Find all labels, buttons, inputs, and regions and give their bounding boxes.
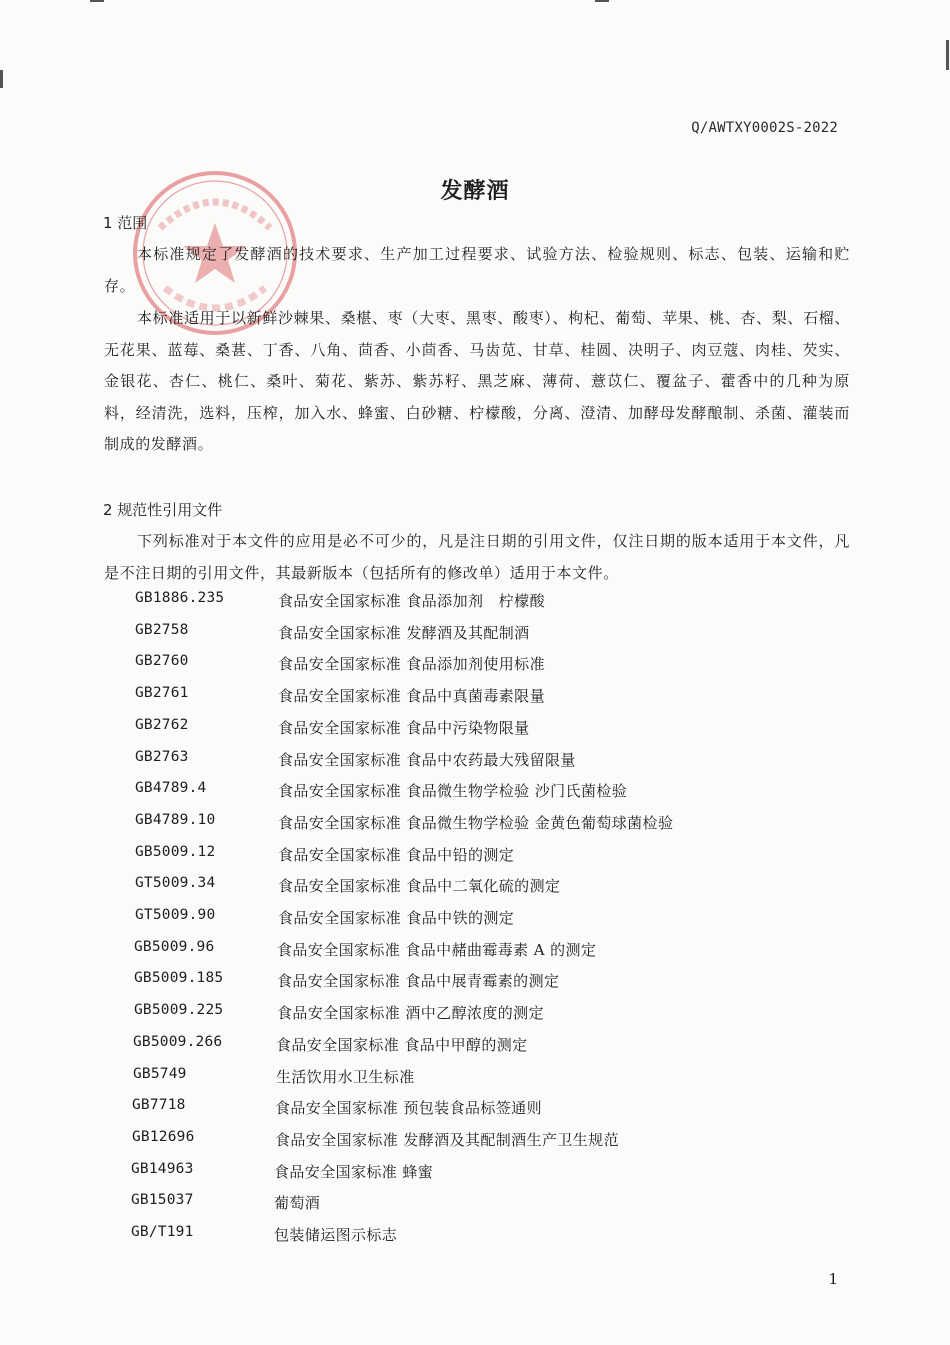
scope-paragraph-2: 本标准适用于以新鲜沙棘果、桑椹、枣（大枣、黑枣、酸枣）、枸杞、葡萄、苹果、桃、杏、梨、石榴、无花果、蓝莓、桑葚、丁香、八角、茴香、小茴香、马齿苋、甘草、桂圆、决明子、肉豆蔻、肉桂、芡实、金银花、杏仁、桃仁、桑叶、菊花、紫苏、紫苏籽、黑芝麻、薄荷、薏苡仁、覆盆子、藿香中的几种为原料，经清洗，选料，压榨，加入水、蜂蜜、白砂糖、柠檬酸，分离、澄清、加酵母发酵酿制、杀菌、灌装而制成的发酵酒。 — [104, 309, 850, 453]
reference-title: 食品安全国家标准 发酵酒及其配制酒生产卫生规范 — [275, 1130, 619, 1149]
scan-edge-mark — [595, 0, 609, 2]
reference-code: GB2758 — [135, 621, 189, 638]
reference-title: 食品安全国家标准 酒中乙醇浓度的测定 — [277, 1004, 544, 1023]
reference-code: GB2760 — [135, 653, 189, 670]
reference-title: 食品安全国家标准 食品中铅的测定 — [278, 845, 515, 864]
reference-code: GB5009.185 — [134, 970, 224, 987]
reference-title: 食品安全国家标准 食品微生物学检验 沙门氏菌检验 — [278, 782, 628, 801]
reference-title: 食品安全国家标准 食品中农药最大残留限量 — [278, 750, 576, 769]
references-intro-paragraph: 下列标准对于本文件的应用是必不可少的，凡是注日期的引用文件，仅注日期的版本适用于本文件，凡是不注日期的引用文件，其最新版本（包括所有的修改单）适用于本文件。 — [104, 532, 850, 582]
reference-title: 食品安全国家标准 蜂蜜 — [274, 1162, 434, 1181]
reference-code: GB2761 — [135, 685, 189, 702]
reference-code: GB15037 — [131, 1192, 194, 1209]
reference-title: 食品安全国家标准 预包装食品标签通则 — [275, 1099, 542, 1118]
reference-code: GT5009.90 — [135, 907, 216, 923]
reference-code: GB5009.266 — [133, 1033, 223, 1050]
scan-edge-mark — [90, 0, 104, 2]
reference-title: 食品安全国家标准 食品中污染物限量 — [278, 718, 530, 737]
reference-title: 食品安全国家标准 食品中铁的测定 — [278, 909, 515, 927]
reference-title: 食品安全国家标准 食品微生物学检验 金黄色葡萄球菌检验 — [278, 813, 674, 832]
reference-title: 食品安全国家标准 食品添加剂 柠檬酸 — [278, 592, 545, 610]
reference-code: GB1886.235 — [135, 590, 225, 606]
scan-edge-mark — [0, 70, 3, 88]
section-heading-scope: 1 范围 — [103, 214, 148, 232]
document-code: Q/AWTXY0002S-2022 — [691, 120, 838, 136]
reference-title: 食品安全国家标准 食品中甲醇的测定 — [276, 1035, 528, 1054]
section-heading-normative-references: 2 规范性引用文件 — [103, 501, 223, 519]
scan-edge-mark — [946, 40, 949, 70]
reference-code: GB/T191 — [131, 1224, 194, 1240]
reference-code: GB5749 — [133, 1065, 187, 1082]
scope-paragraph-1: 本标准规定了发酵酒的技术要求、生产加工过程要求、试验方法、检验规则、标志、包装、运输和贮存。 — [104, 245, 850, 295]
reference-code: GT5009.34 — [135, 875, 216, 892]
reference-title: 食品安全国家标准 食品中二氧化硫的测定 — [278, 877, 561, 896]
reference-title: 食品安全国家标准 食品中赭曲霉毒素 A 的测定 — [277, 940, 597, 959]
reference-code: GB7718 — [132, 1097, 186, 1114]
reference-title: 葡萄酒 — [274, 1194, 321, 1213]
reference-code: GB5009.96 — [134, 938, 215, 955]
reference-code: GB5009.12 — [135, 843, 216, 860]
reference-title: 食品安全国家标准 食品中真菌毒素限量 — [278, 687, 545, 706]
reference-code: GB14963 — [131, 1160, 194, 1177]
page-number: 1 — [828, 1270, 838, 1288]
reference-code: GB4789.10 — [135, 811, 216, 828]
reference-code: GB5009.225 — [134, 1002, 224, 1019]
reference-title: 生活饮用水卫生标准 — [276, 1067, 415, 1086]
document-title: 发酵酒 — [440, 179, 510, 204]
reference-code: GB4789.4 — [135, 780, 207, 797]
reference-title: 食品安全国家标准 食品中展青霉素的测定 — [277, 972, 560, 991]
reference-code: GB2762 — [135, 716, 189, 733]
reference-title: 包装储运图示标志 — [274, 1226, 398, 1244]
reference-code: GB2763 — [135, 748, 189, 765]
reference-code: GB12696 — [132, 1128, 195, 1145]
reference-title: 食品安全国家标准 食品添加剂使用标准 — [278, 655, 545, 674]
reference-title: 食品安全国家标准 发酵酒及其配制酒 — [278, 623, 530, 642]
